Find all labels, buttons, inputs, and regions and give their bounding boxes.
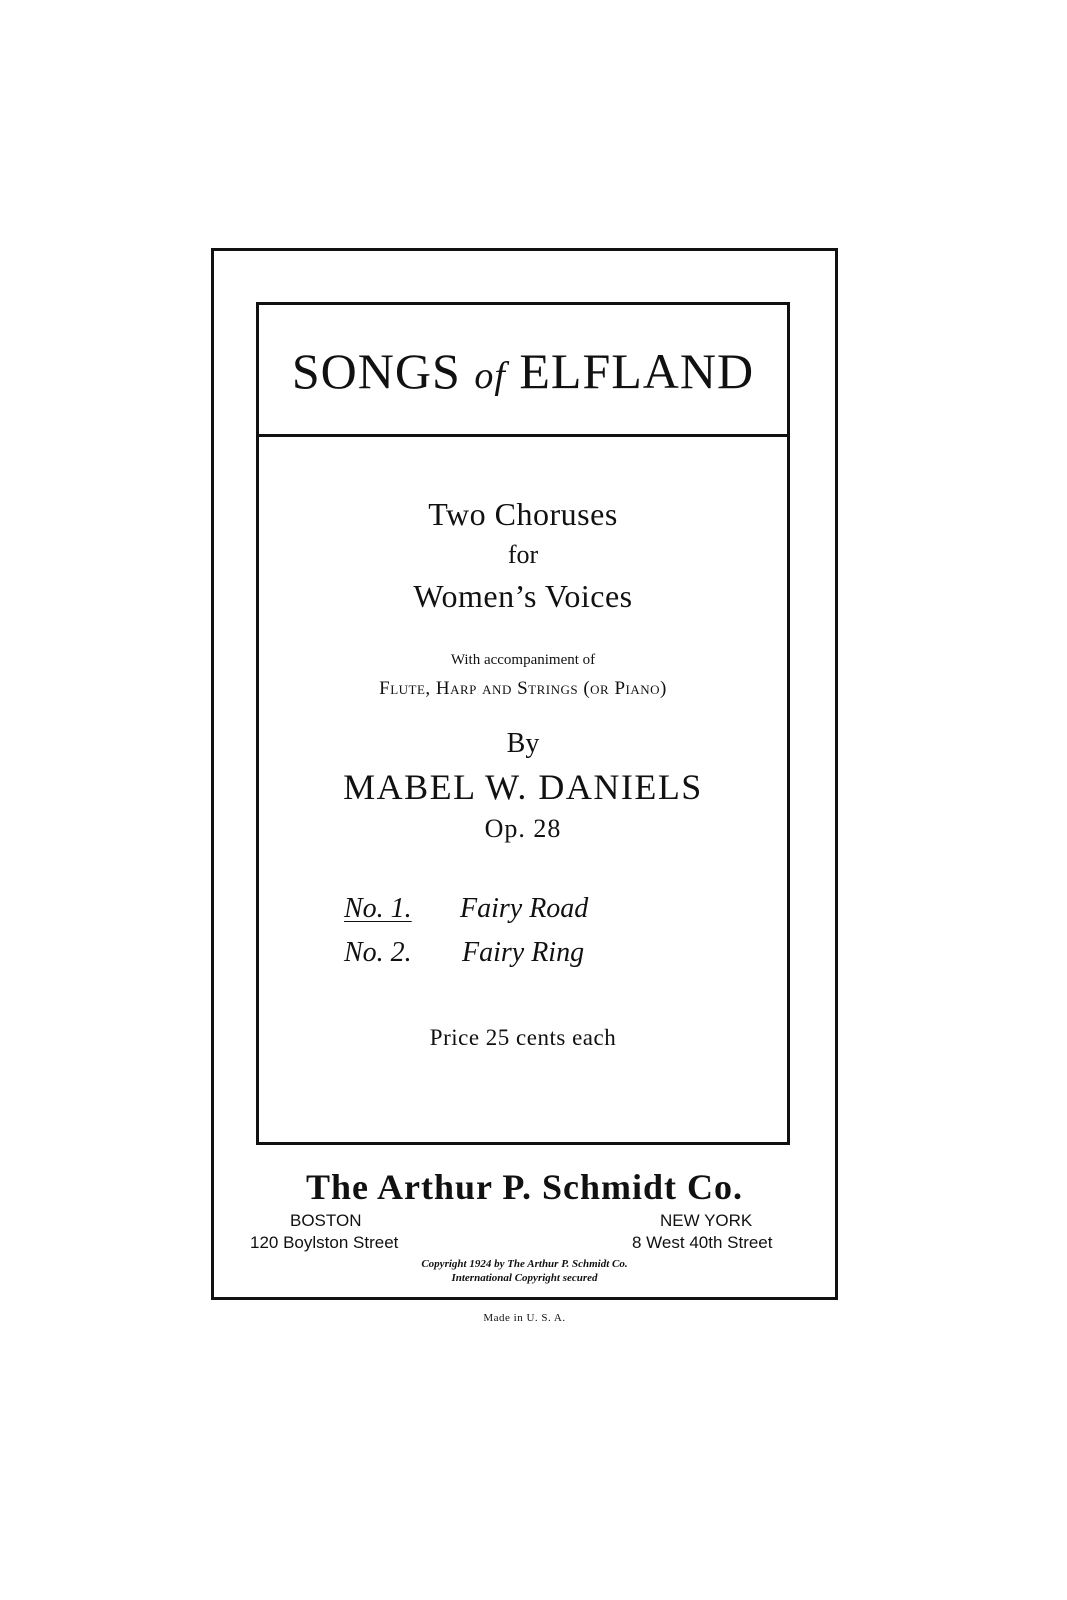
publisher-street-boston: 120 Boylston Street: [250, 1233, 399, 1252]
title-of: of: [474, 355, 506, 397]
by-label: By: [506, 728, 540, 759]
subtitle-line-1: Two Choruses: [428, 496, 618, 532]
song-number-1: No. 1.: [344, 893, 412, 924]
publisher-city-boston: BOSTON: [290, 1211, 362, 1230]
song-title-1: Fairy Road: [460, 893, 589, 924]
song-title-2: Fairy Ring: [462, 937, 585, 968]
title-divider: [256, 434, 790, 437]
subtitle-line-2: for: [507, 540, 539, 569]
song-number-2: No. 2.: [344, 937, 412, 968]
price-line: Price 25 cents each: [429, 1025, 617, 1050]
page-title: [256, 342, 790, 400]
accompaniment-instruments: Flute, Harp and Strings (or Piano): [379, 678, 667, 699]
publisher-street-new-york: 8 West 40th Street: [632, 1233, 773, 1252]
publisher-city-new-york: NEW YORK: [660, 1211, 753, 1230]
composer-name: MABEL W. DANIELS: [343, 767, 703, 807]
title-part-1: SONGS: [291, 343, 461, 399]
accompaniment-intro: With accompaniment of: [450, 652, 596, 668]
subtitle-line-3: Women’s Voices: [413, 578, 633, 614]
copyright-line-2: International Copyright secured: [451, 1272, 598, 1284]
title-part-2: ELFLAND: [519, 343, 755, 399]
inner-border: [256, 302, 790, 1145]
made-in-label: Made in U. S. A.: [483, 1312, 566, 1324]
publisher-name: The Arthur P. Schmidt Co.: [305, 1167, 744, 1207]
copyright-line-1: Copyright 1924 by The Arthur P. Schmidt Co.: [421, 1258, 628, 1270]
opus-number: Op. 28: [484, 814, 562, 843]
